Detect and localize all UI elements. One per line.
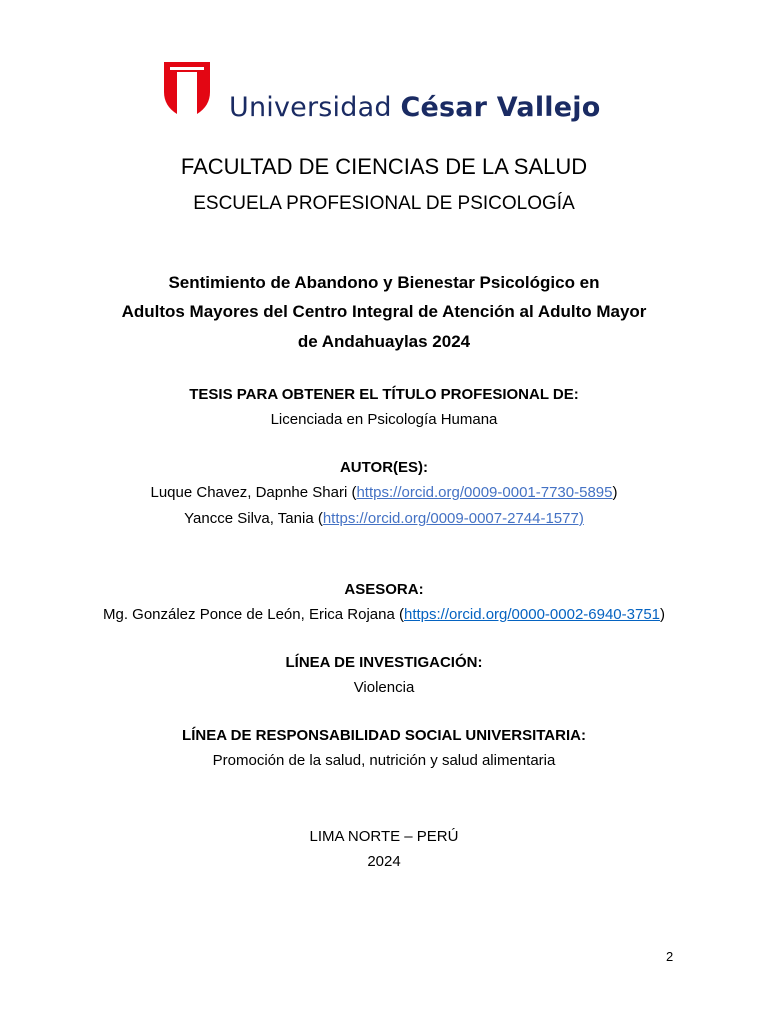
year: 2024 [367,853,401,870]
university-name [229,92,600,123]
thesis-degree-heading: TESIS PARA OBTENER EL TÍTULO PROFESIONAL DE: [189,386,579,403]
advisor-close: ) [660,606,666,623]
social-line-heading: LÍNEA DE RESPONSABILIDAD SOCIAL UNIVERSITARIA: [182,727,586,744]
school-name: ESCUELA PROFESIONAL DE PSICOLOGÍA [193,193,575,214]
faculty-name: FACULTAD DE CIENCIAS DE LA SALUD [180,154,588,179]
author-1-orcid-link[interactable]: https://orcid.org/0009-0001-7730-5895 [356,484,613,501]
author-2-orcid-link[interactable]: https://orcid.org/0009-0007-2744-1577) [322,510,584,527]
advisor [0,606,768,623]
research-line-heading: LÍNEA DE INVESTIGACIÓN: [285,654,483,671]
thesis-title-line-2: Adultos Mayores del Centro Integral de Atención al Adulto Mayor [121,302,647,321]
authors-heading: AUTOR(ES): [339,459,429,476]
research-line-value: Violencia [353,679,415,696]
author-2 [0,510,768,527]
advisor-orcid-link[interactable]: https://orcid.org/0000-0002-6940-3751 [404,606,661,623]
advisor-name: Mg. González Ponce de León, Erica Rojana ( [102,606,404,623]
advisor-heading: ASESORA: [344,581,424,598]
thesis-degree: Licenciada en Psicología Humana [270,411,498,428]
thesis-title-line-1: Sentimiento de Abandono y Bienestar Psicológico en [168,273,600,292]
university-name-bold: César Vallejo [400,92,601,123]
author-1-close: ) [612,484,618,501]
thesis-title-line-3: de Andahuaylas 2024 [297,332,471,351]
place: LIMA NORTE – PERÚ [309,828,459,845]
university-logo-icon [164,62,210,114]
social-line-value: Promoción de la salud, nutrición y salud alimentaria [212,752,556,769]
page-number: 2 [666,949,674,964]
author-2-name: Yancce Silva, Tania ( [184,510,323,527]
university-prefix: Universidad [229,92,401,123]
author-1-name: Luque Chavez, Dapnhe Shari ( [150,484,357,501]
author-1 [0,484,768,501]
